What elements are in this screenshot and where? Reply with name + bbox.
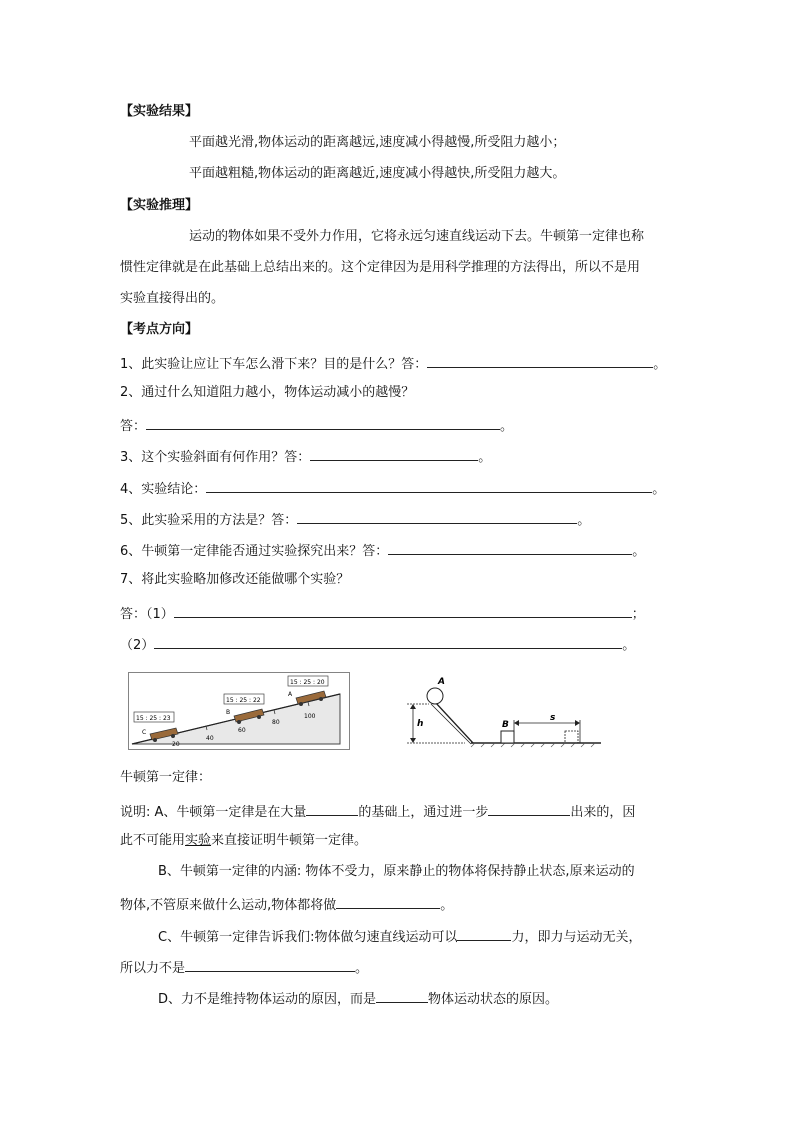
- newton-b-row-1: B、牛顿第一定律的内涵: 物体不受力，原来静止的物体将保持静止状态,原来运动的: [158, 864, 635, 879]
- scale-label-5: 100: [304, 713, 316, 720]
- answer-5-blank[interactable]: [297, 508, 577, 524]
- scale-label-4: 80: [272, 719, 280, 726]
- ball-block-figure: [405, 674, 605, 748]
- timer-label-b: 15 : 25 : 22: [226, 697, 261, 704]
- results-line-1: 平面越光滑,物体运动的距离越远,速度减小得越慢,所受阻力越小；: [189, 135, 566, 150]
- newton-b-text-2: 物体,不管原来做什么运动,物体都将做: [120, 898, 337, 913]
- question-4: [120, 477, 665, 500]
- period: 。: [652, 482, 666, 497]
- height-arrow-up: [410, 704, 416, 709]
- question-2: 2、通过什么知道阻力越小，物体运动减小的越慢？: [120, 385, 415, 400]
- label-h: h: [417, 719, 424, 729]
- semicolon: ；: [631, 607, 645, 622]
- ramp: [435, 702, 473, 743]
- period: 。: [653, 357, 667, 372]
- newton-a-row-1: [120, 800, 635, 823]
- newton-a-text-2: 的基础上，通过进一步: [358, 805, 489, 820]
- timer-label-a: 15 : 25 : 20: [290, 679, 325, 686]
- newton-d-row: [158, 987, 558, 1010]
- label-s: s: [550, 713, 556, 723]
- height-arrow-down: [410, 738, 416, 743]
- period: 。: [440, 898, 454, 913]
- question-3: [120, 445, 491, 468]
- question-6-text: 6、牛顿第一定律能否通过实验探究出来？答：: [120, 544, 389, 559]
- reasoning-line-3: 实验直接得出的。: [120, 291, 225, 306]
- newton-c-blank-2[interactable]: [185, 956, 355, 972]
- period: 。: [632, 544, 646, 559]
- newton-a-text-4: 此不可能用: [120, 833, 186, 848]
- block-b: [501, 731, 514, 743]
- newton-title: 牛顿第一定律：: [120, 770, 212, 785]
- period: 。: [355, 961, 369, 976]
- answer-7-2-blank[interactable]: [154, 633, 622, 649]
- answer-4-blank[interactable]: [206, 477, 652, 493]
- results-heading: 【实验结果】: [120, 104, 199, 119]
- exam-heading: 【考点方向】: [120, 322, 199, 337]
- newton-a-blank-2[interactable]: [488, 800, 570, 816]
- newton-d-text-1: D、力不是维持物体运动的原因，而是: [158, 992, 377, 1007]
- newton-a-blank-1[interactable]: [306, 800, 358, 816]
- answer-1-blank[interactable]: [427, 352, 653, 368]
- newton-d-text-2: 物体运动状态的原因。: [428, 992, 559, 1007]
- answer-2-row: [120, 414, 513, 437]
- newton-c-text-1: C、牛顿第一定律告诉我们:物体做匀速直线运动可以: [158, 930, 458, 945]
- newton-c-row-1: [158, 925, 641, 948]
- newton-a-row-2: [120, 831, 367, 851]
- newton-a-text-6: 来直接证明牛顿第一定律。: [211, 833, 368, 848]
- answer-3-blank[interactable]: [310, 445, 478, 461]
- scale-label-2: 40: [206, 735, 214, 742]
- s-arrow-right: [575, 720, 580, 726]
- newton-c-row-2: [120, 956, 368, 979]
- period: 。: [478, 450, 492, 465]
- reasoning-heading: 【实验推理】: [120, 198, 199, 213]
- results-line-2: 平面越粗糙,物体运动的距离越近,速度减小得越快,所受阻力越大。: [189, 166, 566, 181]
- newton-c-text-2: 力，即力与运动无关，: [511, 930, 642, 945]
- newton-c-blank-1[interactable]: [457, 925, 511, 941]
- newton-d-blank[interactable]: [376, 987, 428, 1003]
- reasoning-line-1: 运动的物体如果不受外力作用，它将永远匀速直线运动下去。牛顿第一定律也称: [189, 229, 645, 244]
- period: 。: [500, 419, 514, 434]
- timer-label-c: 15 : 25 : 23: [136, 715, 171, 722]
- scale-label-3: 60: [238, 727, 246, 734]
- question-3-text: 3、这个实验斜面有何作用？答：: [120, 450, 311, 465]
- newton-a-underlined: 实验: [185, 833, 212, 848]
- reasoning-line-2: 惯性定律就是在此基础上总结出来的。这个定律因为是用科学推理的方法得出，所以不是用: [120, 260, 641, 275]
- newton-a-text-3: 出来的，因: [570, 805, 636, 820]
- answer-6-blank[interactable]: [388, 539, 632, 555]
- cart-letter-b: B: [226, 709, 231, 716]
- question-7: 7、将此实验略加修改还能做哪个实验？: [120, 572, 350, 587]
- s-arrow-left: [514, 720, 519, 726]
- newton-a-text-1: 说明: A、牛顿第一定律是在大量: [120, 805, 307, 820]
- question-4-text: 4、实验结论：: [120, 482, 207, 497]
- scale-label-1: 20: [172, 741, 180, 748]
- question-5-text: 5、此实验采用的方法是？答：: [120, 513, 298, 528]
- ramp-edge: [431, 704, 471, 744]
- incline-cart-figure: [128, 672, 350, 750]
- question-5: [120, 508, 590, 531]
- block-final-position: [565, 731, 578, 743]
- answer-7-row-2: [120, 633, 635, 656]
- answer-7-1-blank[interactable]: [174, 602, 632, 618]
- label-a: A: [438, 677, 445, 687]
- question-6: [120, 539, 645, 562]
- newton-b-row-2: [120, 893, 453, 916]
- newton-c-text-3: 所以力不是: [120, 961, 186, 976]
- answer-7-2-label: （2）: [120, 638, 155, 653]
- question-1: [120, 352, 666, 375]
- label-b: B: [502, 720, 509, 730]
- question-1-text: 1、此实验让应让下车怎么滑下来？目的是什么？答：: [120, 357, 428, 372]
- answer-7-row-1: [120, 602, 645, 625]
- cart-letter-c: C: [142, 729, 147, 736]
- answer-2-blank[interactable]: [146, 414, 500, 430]
- answer-2-label: 答：: [120, 419, 147, 434]
- ball-a: [427, 688, 443, 704]
- period: 。: [622, 638, 636, 653]
- cart-letter-a: A: [288, 691, 293, 698]
- answer-7-1-label: 答：（1）: [120, 607, 174, 622]
- newton-b-blank[interactable]: [336, 893, 440, 909]
- period: 。: [577, 513, 591, 528]
